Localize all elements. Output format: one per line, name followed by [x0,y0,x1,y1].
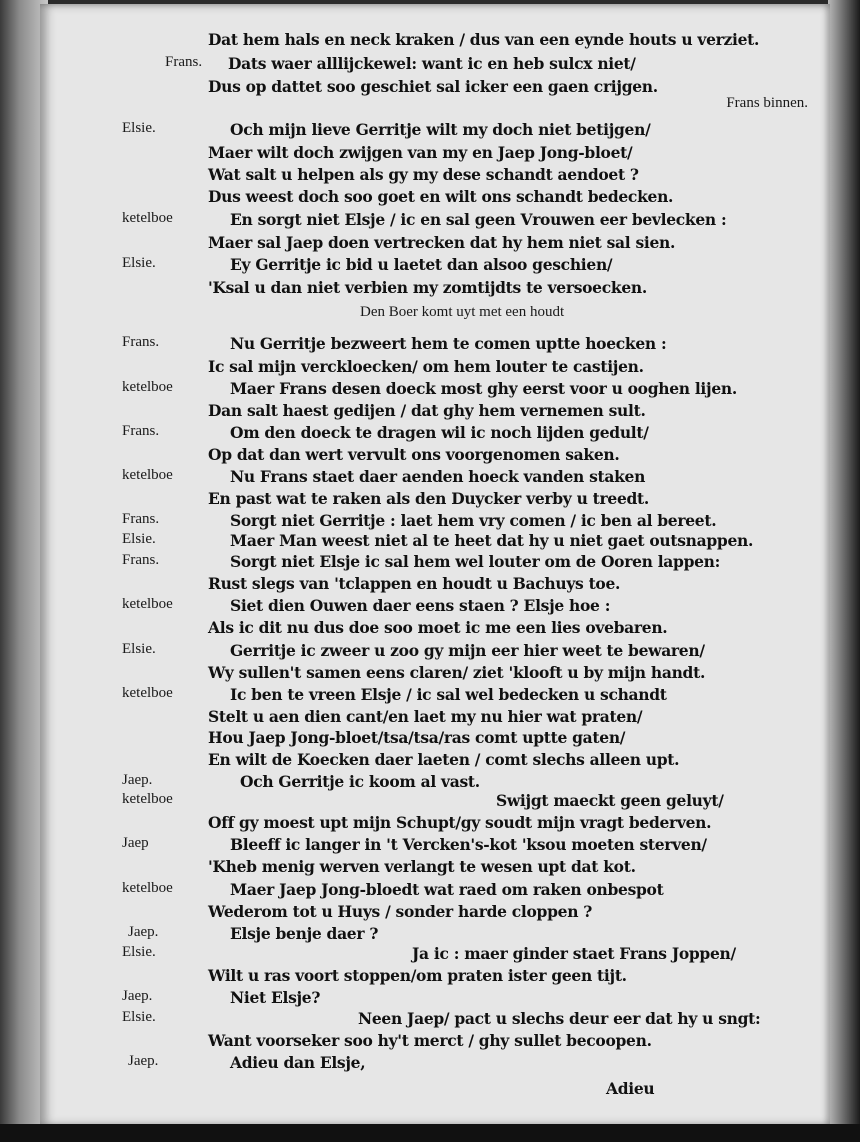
verse-text: Och mijn lieve Gerritje wilt my doch niet betijgen/ [230,120,651,139]
verse-line [40,1079,830,1102]
speaker-name: ketelboe [122,467,173,483]
verse-line [40,95,830,118]
verse-line [40,944,830,967]
verse-line [40,304,830,327]
verse-text: Sorgt niet Elsje ic sal hem wel louter om de Ooren lappen: [230,552,721,571]
catchword: Adieu [606,1079,655,1098]
verse-text: Dus op dattet soo geschiet sal icker een gaen crijgen. [208,77,658,96]
stage-direction: Den Boer komt uyt met een houdt [360,304,565,320]
verse-text: Nu Gerritje bezweert hem te comen uptte hoecken : [230,334,667,353]
verse-line [40,641,830,664]
verse-line [40,255,830,278]
verse-line [40,401,830,424]
speaker-name: Elsie. [122,531,156,547]
book-page [40,4,830,1126]
verse-line [40,552,830,575]
verse-text: Maer Frans desen doeck most ghy eerst voor u ooghen lijen. [230,379,737,398]
verse-line [40,966,830,989]
verse-line [40,489,830,512]
speaker-name: ketelboe [122,880,173,896]
verse-text: Rust slegs van 'tclappen en houdt u Bachuys toe. [208,574,621,593]
verse-text: 'Ksal u dan niet verbien my zomtijdts te versoecken. [208,278,647,297]
speaker-name: Jaep. [128,1053,159,1069]
verse-text: Gerritje ic zweer u zoo gy mijn eer hier weet te bewaren/ [230,641,705,660]
verse-text: Bleeff ic langer in 't Vercken's-kot 'ksou moeten sterven/ [230,835,707,854]
verse-text: Om den doeck te dragen wil ic noch lijden gedult/ [230,423,649,442]
speaker-name: Frans. [165,54,203,70]
verse-text: En sorgt niet Elsje / ic en sal geen Vrouwen eer bevlecken : [230,210,727,229]
verse-text: Niet Elsje? [230,988,321,1007]
verse-text: Dats waer alllijckewel: want ic en heb sulcx niet/ [228,54,636,73]
verse-line [40,54,830,77]
verse-line [40,30,830,53]
verse-text: Stelt u aen dien cant/en laet my nu hier wat praten/ [208,707,643,726]
speaker-name: Elsie. [122,1009,156,1025]
verse-text: Ic sal mijn verckloecken/ om hem louter te castijen. [208,357,644,376]
scan-bottom-edge [0,1124,860,1142]
speaker-name: ketelboe [122,596,173,612]
verse-text: Maer Man weest niet al te heet dat hy u niet gaet outsnappen. [230,531,754,550]
speaker-name: Frans. [122,423,160,439]
speaker-name: ketelboe [122,210,173,226]
verse-line [40,988,830,1011]
verse-line [40,233,830,256]
verse-line [40,857,830,880]
verse-text: Ey Gerritje ic bid u laetet dan alsoo geschien/ [230,255,613,274]
speaker-name: Jaep. [128,924,159,940]
speaker-name: Frans. [122,511,160,527]
verse-line [40,1009,830,1032]
verse-line [40,596,830,619]
verse-text: Wilt u ras voort stoppen/om praten ister geen tijt. [208,966,627,985]
verse-line [40,750,830,773]
verse-text: Sorgt niet Gerritje : laet hem vry comen / ic ben al bereet. [230,511,717,530]
verse-line [40,663,830,686]
speaker-name: Elsie. [122,641,156,657]
verse-line [40,813,830,836]
verse-line [40,707,830,730]
verse-line [40,165,830,188]
book-gutter-right [828,0,860,1142]
speaker-name: Jaep [122,835,149,851]
verse-text: Adieu dan Elsje, [230,1053,366,1072]
verse-text: Op dat dan wert vervult ons voorgenomen saken. [208,445,620,464]
speaker-name: Jaep. [122,988,153,1004]
speaker-name: Elsie. [122,944,156,960]
verse-line [40,1053,830,1076]
verse-line [40,423,830,446]
verse-line [40,334,830,357]
verse-text: 'Kheb menig werven verlangt te wesen upt dat kot. [208,857,636,876]
verse-text: Maer wilt doch zwijgen van my en Jaep Jong-bloet/ [208,143,633,162]
verse-text: Swijgt maeckt geen geluyt/ [496,791,724,810]
verse-text: Maer Jaep Jong-bloedt wat raed om raken onbespot [230,880,664,899]
verse-line [40,445,830,468]
speaker-name: ketelboe [122,685,173,701]
verse-line [40,574,830,597]
verse-text: Dat hem hals en neck kraken / dus van een eynde houts u verziet. [208,30,760,49]
verse-text: Want voorseker soo hy't merct / ghy sullet becoopen. [208,1031,652,1050]
speaker-name: Frans. [122,552,160,568]
verse-text: Wy sullen't samen eens claren/ ziet 'klooft u by mijn handt. [208,663,706,682]
verse-line [40,835,830,858]
verse-text: Elsje benje daer ? [230,924,379,943]
speaker-name: Jaep. [122,772,153,788]
speaker-name: ketelboe [122,791,173,807]
speaker-name: Elsie. [122,255,156,271]
verse-line [40,379,830,402]
verse-text: Wat salt u helpen als gy my dese schandt aendoet ? [208,165,639,184]
verse-line [40,685,830,708]
verse-text: Maer sal Jaep doen vertrecken dat hy hem niet sal sien. [208,233,676,252]
verse-line [40,1031,830,1054]
verse-line [40,618,830,641]
verse-text: Hou Jaep Jong-bloet/tsa/tsa/ras comt uptte gaten/ [208,728,626,747]
verse-line [40,210,830,233]
verse-text: Dan salt haest gedijen / dat ghy hem vernemen sult. [208,401,646,420]
verse-line [40,357,830,380]
verse-line [40,791,830,814]
verse-text: Als ic dit nu dus doe soo moet ic me een lies ovebaren. [208,618,668,637]
verse-line [40,143,830,166]
verse-line [40,120,830,143]
verse-line [40,467,830,490]
verse-line [40,902,830,925]
speaker-name: ketelboe [122,379,173,395]
speaker-name: Frans. [122,334,160,350]
verse-text: Ic ben te vreen Elsje / ic sal wel bedecken u schandt [230,685,667,704]
verse-text: Neen Jaep/ pact u slechs deur eer dat hy u sngt: [358,1009,761,1028]
verse-text: Och Gerritje ic koom al vast. [240,772,480,791]
stage-direction: Frans binnen. [726,95,808,111]
verse-line [40,880,830,903]
verse-line [40,531,830,554]
speaker-name: Elsie. [122,120,156,136]
verse-text: Off gy moest upt mijn Schupt/gy soudt mijn vragt bederven. [208,813,712,832]
verse-text: Nu Frans staet daer aenden hoeck vanden staken [230,467,646,486]
verse-text: Wederom tot u Huys / sonder harde cloppen ? [208,902,593,921]
verse-line [40,187,830,210]
verse-text: En past wat te raken als den Duycker verby u treedt. [208,489,649,508]
verse-text: Ja ic : maer ginder staet Frans Joppen/ [412,944,736,963]
verse-text: Siet dien Ouwen daer eens staen ? Elsje hoe : [230,596,611,615]
verse-text: Dus weest doch soo goet en wilt ons schandt bedecken. [208,187,674,206]
verse-line [40,278,830,301]
verse-text: En wilt de Koecken daer laeten / comt slechs alleen upt. [208,750,680,769]
verse-line [40,728,830,751]
